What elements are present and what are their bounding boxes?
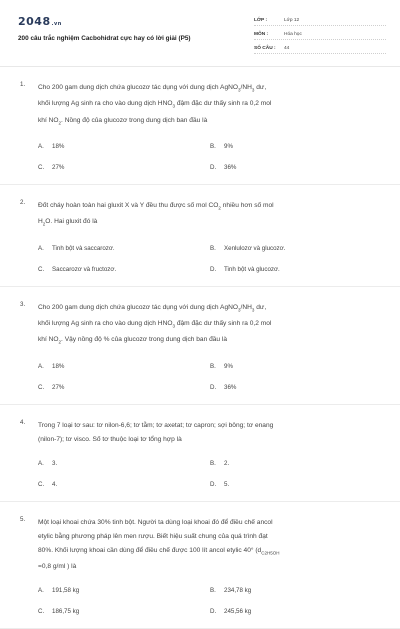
question-line: (nilon-7); tơ visco. Số tơ thuộc loại tơ tổng hợp là: [38, 435, 182, 443]
document-title: 200 câu trắc nghiệm Cacbohidrat cực hay có lời giải (P5): [18, 35, 191, 42]
question: [0, 185, 400, 287]
option-letter: C.: [38, 480, 45, 488]
option-letter: D.: [210, 163, 217, 171]
answer-option[interactable]: [38, 136, 210, 157]
option-text: 245,56 kg: [224, 607, 252, 615]
question-text: [38, 419, 384, 447]
option-text: 2.: [224, 459, 230, 467]
answer-option[interactable]: [38, 377, 210, 398]
question-line: 80%. Khối lượng khoai cần dùng để điều chế được 100 lít ancol etylic 40° ($d_{C2H5OH}$: [38, 546, 280, 555]
logo-main: 2048: [18, 15, 51, 28]
subscript: 3: [172, 323, 175, 329]
question-text: [38, 301, 384, 350]
option-letter: B.: [210, 362, 216, 370]
option-text: Tinh bột và saccarozơ.: [52, 244, 115, 252]
option-text: 3.: [52, 459, 58, 467]
question: [0, 67, 400, 185]
option-letter: C.: [38, 163, 45, 171]
option-letter: A.: [38, 459, 44, 467]
page-header: [0, 0, 400, 62]
answer-option[interactable]: [38, 474, 210, 495]
question-line: khối lượng Ag sinh ra cho vào dung dịch $HNO_3$ đậm đặc dư thấy sinh ra 0,2 mol: [38, 319, 272, 329]
meta-key: LỚP :: [254, 17, 268, 23]
option-letter: C.: [38, 607, 45, 615]
option-text: 191,58 kg: [52, 586, 80, 594]
option-text: 234,78 kg: [224, 586, 252, 594]
option-text: 27%: [52, 163, 65, 171]
subscript: 2: [218, 205, 221, 211]
option-text: Tinh bột và glucozơ.: [224, 265, 280, 273]
option-letter: D.: [210, 265, 217, 273]
answer-option[interactable]: [38, 259, 210, 280]
question-line: Một loại khoai chứa 30% tinh bột. Người ta dùng loại khoai đó để điều chế ancol: [38, 518, 273, 526]
question-line: $H_2O$. Hai gluxit đó là: [38, 218, 98, 227]
meta-row: [254, 29, 386, 40]
meta-row: [254, 15, 386, 26]
subscript: 3: [251, 87, 255, 93]
question-number: 5.: [20, 515, 26, 523]
question-line: Cho 200 gam dung dịch chứa glucozơ tác dụng với dung dịch $AgNO_3/NH_3$ dư,: [38, 84, 267, 93]
meta-row: [254, 43, 386, 54]
option-text: Xenlulozơ và glucozơ.: [224, 244, 286, 252]
option-text: 27%: [52, 383, 65, 391]
question-line: =0,8 g/ml ) là: [38, 562, 77, 570]
question-list: [0, 67, 400, 615]
answer-option[interactable]: [210, 157, 382, 178]
meta-key: SỐ CÂU :: [254, 45, 276, 51]
question-number: 1.: [20, 81, 26, 88]
question-text: [38, 199, 384, 232]
answer-options: [38, 238, 384, 280]
answer-options: [38, 453, 384, 495]
question-text: [38, 516, 384, 574]
answer-option[interactable]: [38, 157, 210, 178]
answer-options: [38, 580, 384, 622]
meta-value: 44: [284, 45, 290, 51]
option-letter: C.: [38, 265, 45, 273]
answer-option[interactable]: [210, 601, 382, 622]
question: [0, 287, 400, 405]
site-logo[interactable]: [18, 15, 62, 28]
option-letter: B.: [210, 142, 216, 150]
answer-option[interactable]: [38, 601, 210, 622]
answer-option[interactable]: [38, 238, 210, 259]
subscript: 3: [238, 87, 241, 93]
option-text: 186,75 kg: [52, 607, 80, 615]
question-line: khí $NO_2$. Nồng độ của glucozơ trong dung dịch ban đầu là: [38, 116, 208, 125]
answer-option[interactable]: [210, 238, 382, 259]
option-letter: A.: [38, 362, 44, 370]
option-text: Saccarozơ và fructozơ.: [52, 265, 117, 273]
option-letter: D.: [210, 383, 217, 391]
question: [0, 405, 400, 502]
subscript: 3: [251, 306, 255, 312]
option-text: 18%: [52, 362, 65, 370]
option-letter: B.: [210, 586, 216, 594]
option-letter: D.: [210, 607, 217, 615]
question-line: Trong 7 loại tơ sau: tơ nilon-6,6; tơ tằm; tơ axetat; tơ capron; sợi bông; tơ enang: [38, 421, 274, 429]
answer-option[interactable]: [210, 136, 382, 157]
answer-option[interactable]: [210, 259, 382, 280]
question-text: [38, 81, 384, 130]
option-text: 18%: [52, 142, 65, 150]
option-letter: A.: [38, 244, 44, 252]
meta-value: Hóa học: [284, 31, 302, 37]
answer-options: [38, 136, 384, 178]
subscript: 2: [42, 221, 46, 227]
answer-option[interactable]: [38, 580, 210, 601]
option-letter: B.: [210, 459, 216, 467]
meta-value: Lớp 12: [284, 17, 300, 23]
option-letter: C.: [38, 383, 45, 391]
answer-option[interactable]: [210, 356, 382, 377]
option-text: 36%: [224, 383, 237, 391]
option-letter: A.: [38, 586, 44, 594]
option-text: 5.: [224, 480, 230, 488]
answer-option[interactable]: [210, 453, 382, 474]
option-letter: B.: [210, 244, 216, 252]
answer-option[interactable]: [210, 474, 382, 495]
meta-key: MÔN :: [254, 31, 269, 37]
question: [0, 502, 400, 629]
option-text: 4.: [52, 480, 58, 488]
option-letter: A.: [38, 142, 44, 150]
subscript: 3: [172, 103, 175, 109]
answer-option[interactable]: [210, 580, 382, 601]
question-line: Đốt cháy hoàn toàn hai gluxit X và Y đều thu được số mol $CO_2$ nhiều hơn số mol: [38, 201, 274, 211]
answer-option[interactable]: [38, 453, 210, 474]
option-text: 36%: [224, 163, 237, 171]
question-line: etylic bằng phương pháp lên men rượu. Biết hiệu suất chung của quá trình đạt: [38, 532, 268, 540]
option-text: 9%: [224, 142, 233, 150]
document-meta: [254, 15, 386, 57]
question-number: 2.: [20, 198, 26, 206]
answer-options: [38, 356, 384, 398]
subscript: 2: [58, 339, 62, 345]
question-line: khí $NO_2$. Vậy nồng độ % của glucozơ trong dung dịch ban đầu là: [38, 336, 228, 345]
subscript: C2H5OH: [261, 549, 280, 555]
question-number: 4.: [20, 418, 26, 426]
question-line: khối lượng Ag sinh ra cho vào dung dịch $HNO_3$ đậm đặc dư thấy sinh ra 0,2 mol: [38, 100, 272, 109]
answer-option[interactable]: [210, 377, 382, 398]
question-line: Cho 200 gam dung dịch chứa glucozơ tác dụng với dung dịch $AgNO_3/NH_3$ dư,: [38, 303, 267, 312]
logo-suffix: .vn: [51, 21, 62, 27]
answer-option[interactable]: [38, 356, 210, 377]
subscript: 3: [238, 306, 241, 312]
subscript: 2: [58, 119, 62, 125]
option-text: 9%: [224, 362, 233, 370]
question-number: 3.: [20, 300, 26, 308]
option-letter: D.: [210, 480, 217, 488]
